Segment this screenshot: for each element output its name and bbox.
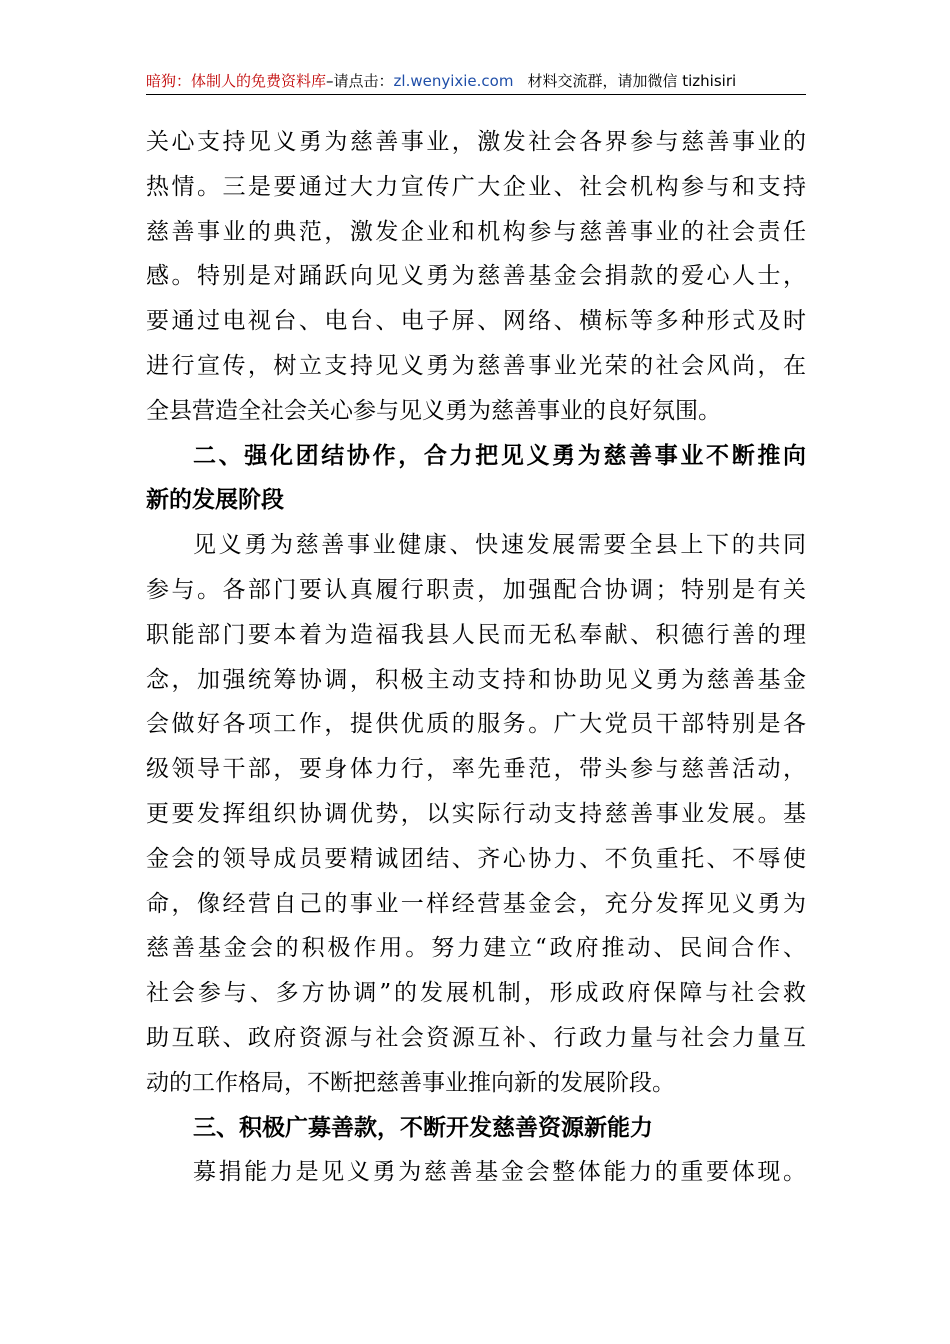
section-heading-3: 三、积极广募善款，不断开发慈善资源新能力 (193, 1114, 653, 1141)
paragraph-line: 参与。各部门要认真履行职责，加强配合协调；特别是有关 (146, 576, 806, 603)
paragraph-line: 级领导干部，要身体力行，率先垂范，带头参与慈善活动， (146, 756, 806, 783)
paragraph-line: 见义勇为慈善事业健康、快速发展需要全县上下的共同 (193, 532, 806, 559)
paragraph-line: 要通过电视台、电台、电子屏、网络、横标等多种形式及时 (146, 308, 806, 335)
section-heading-2: 二、强化团结协作，合力把见义勇为慈善事业不断推向 (193, 442, 806, 469)
paragraph-line: 助互联、政府资源与社会资源互补、行政力量与社会力量互 (146, 1024, 806, 1051)
header-brand: 暗狗：体制人的免费资料库 (146, 72, 327, 90)
paragraph-line: 动的工作格局，不断把慈善事业推向新的发展阶段。 (146, 1069, 675, 1096)
header-divider (146, 94, 806, 95)
paragraph-line: 进行宣传，树立支持见义勇为慈善事业光荣的社会风尚，在 (146, 352, 806, 379)
paragraph-line: 社会参与、多方协调”的发展机制，形成政府保障与社会救 (146, 980, 806, 1007)
page-header (146, 68, 806, 94)
paragraph-line: 会做好各项工作，提供优质的服务。广大党员干部特别是各 (146, 711, 806, 738)
paragraph-line: 职能部门要本着为造福我县人民而无私奉献、积德行善的理 (146, 621, 806, 648)
paragraph-line: 慈善基金会的积极作用。努力建立“政府推动、民间合作、 (146, 935, 806, 962)
paragraph-line: 更要发挥组织协调优势，以实际行动支持慈善事业发展。基 (146, 800, 806, 827)
paragraph-line: 念，加强统筹协调，积极主动支持和协助见义勇为慈善基金 (146, 666, 806, 693)
paragraph-line: 募捐能力是见义勇为慈善基金会整体能力的重要体现。 (193, 1159, 806, 1186)
paragraph-line: 热情。三是要通过大力宣传广大企业、社会机构参与和支持 (146, 173, 806, 200)
section-heading-2-cont: 新的发展阶段 (146, 487, 284, 514)
header-separator: –请点击： (326, 72, 394, 90)
paragraph-line: 感。特别是对踊跃向见义勇为慈善基金会捐款的爱心人士， (146, 263, 806, 290)
header-note: 材料交流群，请加微信 tizhisiri (527, 72, 737, 90)
header-link[interactable]: zl.wenyixie.com (393, 72, 514, 90)
paragraph-line: 金会的领导成员要精诚团结、齐心协力、不负重托、不辱使 (146, 845, 806, 872)
document-body (146, 120, 806, 1195)
paragraph-line: 全县营造全社会关心参与见义勇为慈善事业的良好氛围。 (146, 397, 721, 424)
paragraph-line: 关心支持见义勇为慈善事业，激发社会各界参与慈善事业的 (146, 129, 806, 155)
paragraph-line: 慈善事业的典范，激发企业和机构参与慈善事业的社会责任 (146, 218, 806, 245)
paragraph-line: 命，像经营自己的事业一样经营基金会，充分发挥见义勇为 (146, 890, 806, 917)
